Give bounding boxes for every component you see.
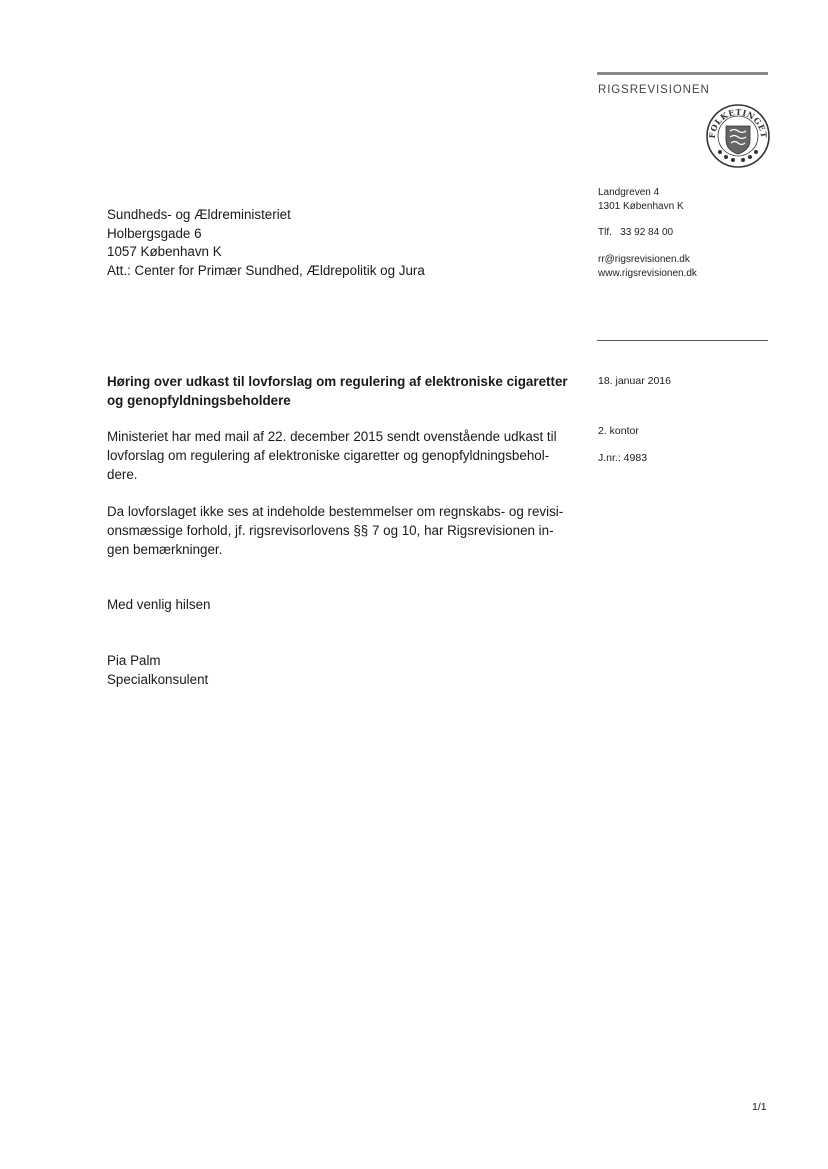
sender-address-city: 1301 København K — [598, 201, 684, 212]
sender-contact — [598, 253, 697, 281]
signatory-title: Specialkonsulent — [107, 671, 209, 687]
phone-number: 33 92 84 00 — [620, 227, 674, 238]
paragraph-line: dere. — [107, 466, 138, 482]
recipient-line: Holbergsgade 6 — [107, 225, 202, 241]
sender-address — [598, 186, 684, 214]
paragraph-line: lovforslag om regulering af elektroniske cigaretter og genopfyldningsbehol- — [107, 447, 550, 463]
organization-name: RIGSREVISIONEN — [598, 84, 710, 96]
subject-line: og genopfyldningsbeholdere — [107, 392, 291, 408]
recipient-address — [107, 206, 425, 280]
office-info — [598, 418, 647, 472]
closing-greeting: Med venlig hilsen — [107, 597, 211, 612]
letterhead-top-rule — [597, 72, 768, 75]
recipient-line: Sundheds- og Ældreministeriet — [107, 207, 291, 222]
sender-phone — [598, 226, 673, 240]
svg-text:FOLKETINGET: FOLKETINGET — [706, 106, 770, 139]
paragraph-line: gen bemærkninger. — [107, 541, 223, 557]
divider-rule — [597, 340, 768, 341]
letter-subject — [107, 373, 582, 410]
website-link[interactable]: www.rigsrevisionen.dk — [598, 268, 697, 279]
page-number: 1/1 — [752, 1101, 767, 1113]
recipient-line: Att.: Center for Primær Sundhed, Ældrepolitik og Jura — [107, 262, 425, 278]
office-name: 2. kontor — [598, 425, 639, 437]
journal-number: J.nr.: 4983 — [598, 452, 648, 464]
signature-block — [107, 652, 208, 689]
paragraph-line: Da lovforslaget ikke ses at indeholde bestemmelser om regnskabs- og revisi- — [107, 504, 564, 519]
subject-line: Høring over udkast til lovforslag om regulering af elektroniske cigaretter — [107, 374, 568, 389]
phone-label: Tlf. — [598, 227, 612, 238]
body-paragraph-1 — [107, 428, 557, 484]
paragraph-line: Ministeriet har med mail af 22. december 2015 sendt ovenstående udkast til — [107, 429, 557, 444]
letter-date: 18. januar 2016 — [598, 375, 671, 387]
email-link[interactable]: rr@rigsrevisionen.dk — [598, 254, 690, 265]
folketinget-seal-icon — [706, 104, 770, 168]
paragraph-line: onsmæssige forhold, jf. rigsrevisorlovens §§ 7 og 10, har Rigsrevisionen in- — [107, 522, 554, 538]
signatory-name: Pia Palm — [107, 653, 161, 668]
sender-address-street: Landgreven 4 — [598, 187, 660, 198]
body-paragraph-2 — [107, 503, 564, 559]
recipient-line: 1057 København K — [107, 244, 222, 259]
